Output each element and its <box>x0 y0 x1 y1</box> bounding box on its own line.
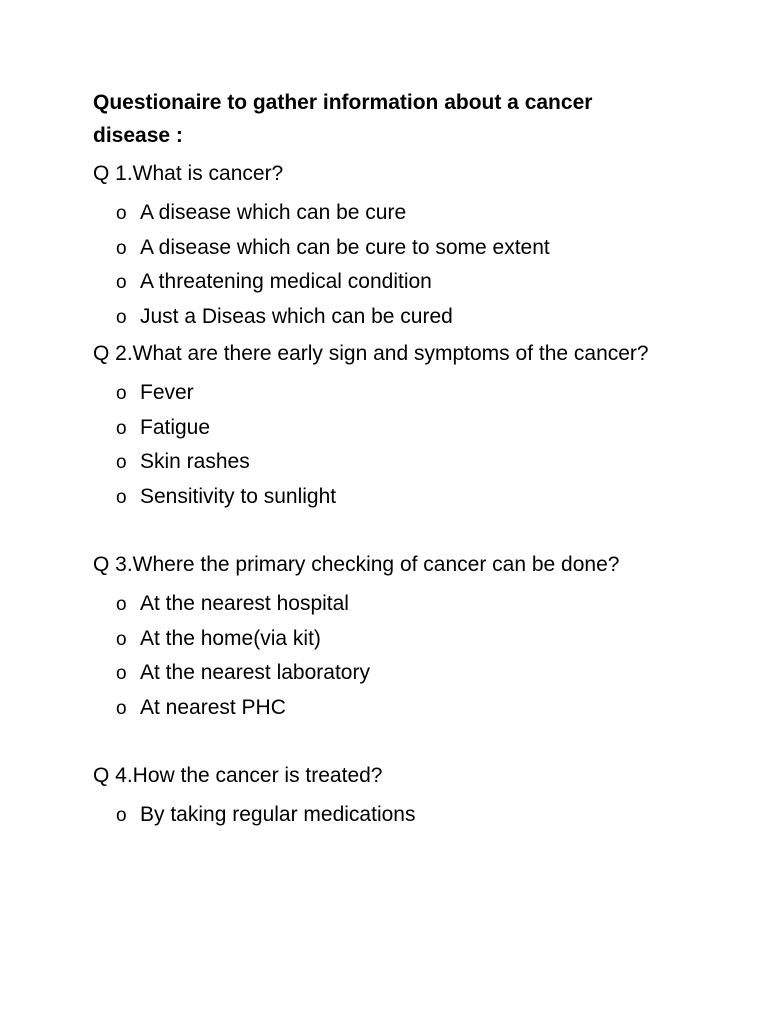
option-text: At the home(via kit) <box>140 626 321 650</box>
question-3-options <box>93 587 653 725</box>
bullet-circle-icon: o <box>116 805 127 826</box>
option-item <box>116 300 653 335</box>
option-text: A disease which can be cure to some extent <box>140 235 550 259</box>
bullet-circle-icon: o <box>116 486 127 508</box>
option-item <box>116 411 653 446</box>
option-text: A threatening medical condition <box>140 270 432 293</box>
bullet-circle-icon: o <box>116 452 127 473</box>
option-item <box>116 587 653 622</box>
document-title: Questionaire to gather information about a cancer disease : <box>93 91 593 147</box>
bullet-circle-icon: o <box>116 697 127 719</box>
option-item <box>116 480 653 515</box>
question-2-options <box>93 376 653 514</box>
option-text: Just a Diseas which can be cured <box>140 304 453 328</box>
option-item <box>116 445 653 480</box>
option-item <box>116 798 653 833</box>
option-item <box>116 196 653 231</box>
bullet-circle-icon: o <box>116 628 127 650</box>
bullet-circle-icon: o <box>116 203 127 224</box>
bullet-circle-icon: o <box>116 594 127 615</box>
option-text: At the nearest hospital <box>140 592 349 615</box>
option-text: Skin rashes <box>140 450 250 473</box>
question-4: Q 4.How the cancer is treated? <box>93 764 383 787</box>
option-item <box>116 656 653 691</box>
option-item <box>116 691 653 726</box>
spacer <box>93 725 653 760</box>
question-2: Q 2.What are there early sign and symptoms of the cancer? <box>93 342 649 365</box>
option-text: By taking regular medications <box>140 803 416 826</box>
option-text: Fatigue <box>140 415 211 439</box>
document-page <box>93 86 653 833</box>
question-1: Q 1.What is cancer? <box>93 162 284 185</box>
option-text: At the nearest laboratory <box>140 661 370 684</box>
option-item <box>116 231 653 266</box>
option-item <box>116 622 653 657</box>
bullet-circle-icon: o <box>116 383 127 404</box>
question-3: Q 3.Where the primary checking of cancer can be done? <box>93 553 620 576</box>
question-4-options <box>93 798 653 833</box>
option-item <box>116 265 653 300</box>
bullet-circle-icon: o <box>116 306 127 328</box>
option-text: At nearest PHC <box>140 695 286 719</box>
option-text: Fever <box>140 381 194 404</box>
option-text: A disease which can be cure <box>140 201 407 224</box>
bullet-circle-icon: o <box>116 663 127 684</box>
option-item <box>116 376 653 411</box>
bullet-circle-icon: o <box>116 237 127 259</box>
question-1-options <box>93 196 653 334</box>
bullet-circle-icon: o <box>116 417 127 439</box>
bullet-circle-icon: o <box>116 272 127 293</box>
spacer <box>93 514 653 549</box>
option-text: Sensitivity to sunlight <box>140 484 337 508</box>
